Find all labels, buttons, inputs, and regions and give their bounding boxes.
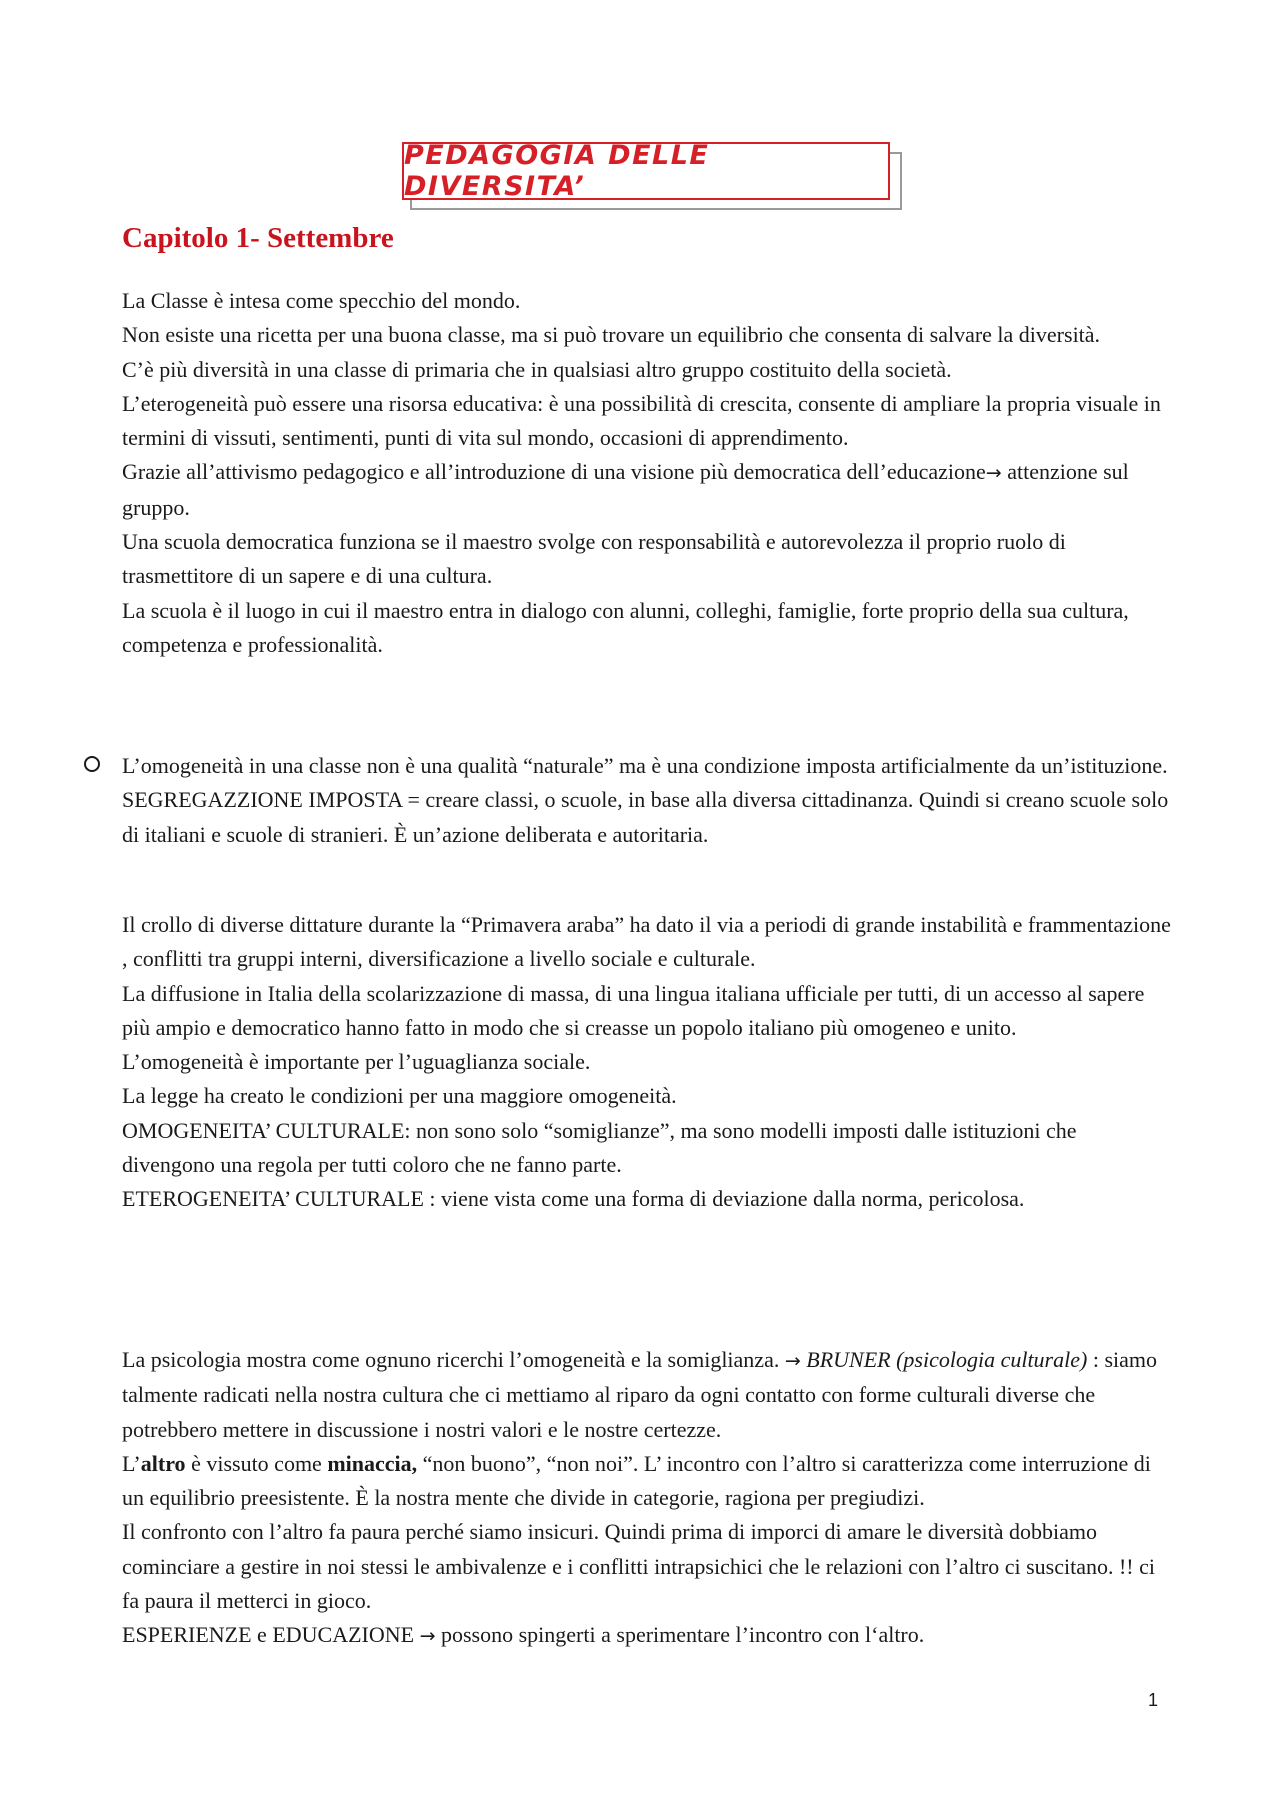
text-run: L’ xyxy=(122,1450,141,1476)
section-classe xyxy=(122,284,1174,662)
paragraph: SEGREGAZZIONE IMPOSTA = creare classi, o scuole, in base alla diversa cittadinanza. Quindi si creano scuole solo di italiani e scuole di stranieri. È un’azione deliberata e autoritaria. xyxy=(122,787,1169,847)
chapter-heading: Capitolo 1- Settembre xyxy=(122,222,394,254)
section-psicologia xyxy=(122,1343,1174,1654)
paragraph: L’omogeneità è importante per l’uguaglianza sociale. xyxy=(122,1049,591,1075)
arrow-icon: → xyxy=(784,1350,801,1372)
text-run: La psicologia mostra come ognuno ricerchi l’omogeneità e la somiglianza. xyxy=(122,1347,785,1372)
paragraph: Il crollo di diverse dittature durante la “Primavera araba” ha dato il via a periodi di grande instabilità e frammentazione , conflitti tra gruppi interni, diversificazione a livello sociale e culturale. xyxy=(122,912,1171,972)
bold-term: minaccia, xyxy=(327,1450,418,1476)
page-number: 1 xyxy=(1148,1690,1159,1710)
text-run: ESPERIENZE e EDUCAZIONE xyxy=(122,1622,420,1648)
paragraph: L’omogeneità in una classe non è una qualità “naturale” ma è una condizione imposta artificialmente da un’istituzione. xyxy=(122,753,1168,778)
arrow-icon: → xyxy=(419,1625,436,1648)
paragraph-esperienze xyxy=(122,1618,1174,1653)
text-run: “non buono”, “non noi”. L’ incontro con l’altro si caratterizza come interruzione di un equilibrio preesistente. È la nostra mente che divide in categorie, ragiona per pregiudizi. xyxy=(122,1450,1151,1511)
title-box xyxy=(402,142,890,200)
section-omogeneita xyxy=(122,908,1174,1217)
paragraph: Una scuola democratica funziona se il maestro svolge con responsabilità e autorevolezza il proprio ruolo di trasmettitore di un sapere e di una cultura. xyxy=(122,529,1066,589)
paragraph: OMOGENEITA’ CULTURALE: non sono solo “somiglianze”, ma sono modelli imposti dalle istituzioni che divengono una regola per tutti coloro che ne fanno parte. xyxy=(122,1117,1077,1178)
paragraph: La Classe è intesa come specchio del mondo. xyxy=(122,288,521,313)
text-run: attenzione sul gruppo. xyxy=(122,459,1129,520)
section-omogeneita-bullet xyxy=(122,749,1174,852)
text-run: : siamo talmente radicati nella nostra cultura che ci mettiamo al riparo da ogni contatto con forme culturali diverse che potrebbero mettere in discussione i nostri valori e le nostre certezze. xyxy=(122,1347,1157,1442)
paragraph: ETEROGENEITA’ CULTURALE : viene vista come una forma di deviazione dalla norma, pericolosa. xyxy=(122,1186,1025,1212)
paragraph: La legge ha creato le condizioni per una maggiore omogeneità. xyxy=(122,1083,677,1109)
paragraph-psicologia xyxy=(122,1343,1174,1447)
paragraph: Non esiste una ricetta per una buona classe, ma si può trovare un equilibrio che consenta di salvare la diversità. xyxy=(122,322,1101,348)
paragraph: L’eterogeneità può essere una risorsa educativa: è una possibilità di crescita, consente di ampliare la propria visuale in termini di vissuti, sentimenti, punti di vita sul mondo, occasioni di apprendimento. xyxy=(122,390,1161,451)
paragraph: Il confronto con l’altro fa paura perché siamo insicuri. Quindi prima di imporci di amare le diversità dobbiamo cominciare a gestire in noi stessi le ambivalenze e i conflitti intrapsichici che le relazioni con l’altro ci suscitano. !! ci fa paura il metterci in gioco. xyxy=(122,1519,1156,1614)
circle-bullet-icon xyxy=(84,756,100,772)
paragraph-attivismo xyxy=(122,455,1174,525)
bruner-reference: BRUNER (psicologia culturale) xyxy=(806,1347,1088,1372)
text-run: possono spingerti a sperimentare l’incontro con l‘altro. xyxy=(435,1622,925,1648)
document-title: PEDAGOGIA DELLE DIVERSITA’ xyxy=(404,140,710,202)
text-run: Grazie all’attivismo pedagogico e all’introduzione di una visione più democratica dell’educazione xyxy=(122,459,986,485)
paragraph: C’è più diversità in una classe di primaria che in qualsiasi altro gruppo costituito della società. xyxy=(122,356,952,382)
paragraph: La diffusione in Italia della scolarizzazione di massa, di una lingua italiana ufficiale per tutti, di un accesso al sapere più ampio e democratico hanno fatto in modo che si creasse un popolo italiano più omogeneo e unito. xyxy=(122,980,1145,1040)
text-run: è vissuto come xyxy=(185,1450,328,1476)
title-frame xyxy=(402,142,900,208)
arrow-icon: → xyxy=(985,462,1002,485)
bold-term: altro xyxy=(140,1450,186,1476)
paragraph: La scuola è il luogo in cui il maestro entra in dialogo con alunni, colleghi, famiglie, forte proprio della sua cultura, competenza e professionalità. xyxy=(122,597,1129,657)
paragraph-altro xyxy=(122,1447,1174,1516)
